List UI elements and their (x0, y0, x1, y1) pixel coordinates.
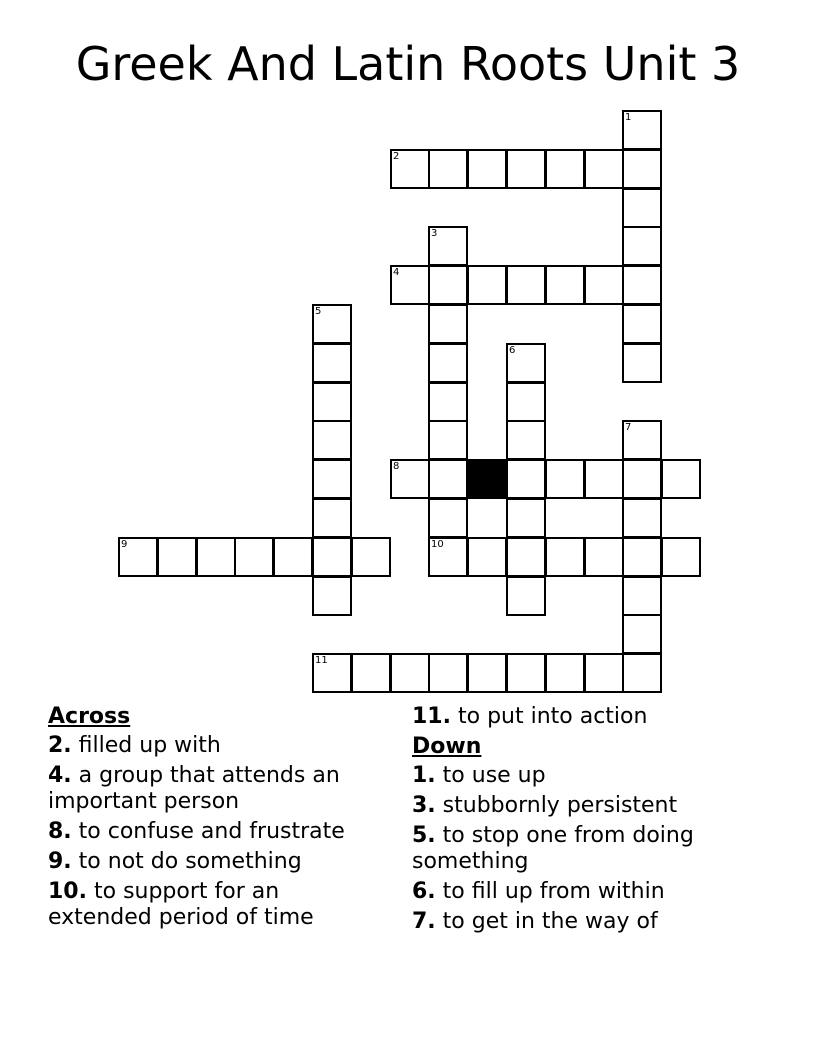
cell-number: 4 (393, 267, 400, 278)
grid-cell[interactable] (622, 459, 662, 499)
grid-cell[interactable] (312, 382, 352, 422)
grid-cell[interactable] (428, 537, 468, 577)
grid-cell[interactable] (467, 537, 507, 577)
grid-cell[interactable] (467, 653, 507, 693)
grid-cell[interactable] (545, 149, 585, 189)
clue-across-4 (48, 763, 388, 815)
clue-text: to confuse and frustrate (78, 819, 345, 844)
grid-cell[interactable] (428, 265, 468, 305)
grid-cell[interactable] (622, 614, 662, 654)
grid-cell[interactable] (661, 459, 701, 499)
page-title: Greek And Latin Roots Unit 3 (75, 37, 741, 91)
cell-number: 10 (431, 539, 444, 550)
clue-text: to stop one from doing something (412, 823, 694, 874)
grid-cell[interactable] (312, 343, 352, 383)
grid-cell[interactable] (312, 498, 352, 538)
clue-text: a group that attends an important person (48, 763, 340, 814)
clue-across-10 (48, 879, 388, 931)
cell-number: 1 (625, 112, 632, 123)
grid-cell[interactable] (506, 149, 546, 189)
clue-down-5 (412, 823, 742, 875)
clue-text: to put into action (457, 704, 648, 729)
grid-cell[interactable] (312, 537, 352, 577)
cell-number: 11 (315, 655, 328, 666)
grid-cell[interactable] (622, 110, 662, 150)
grid-cell[interactable] (622, 537, 662, 577)
grid-cell[interactable] (351, 537, 391, 577)
grid-cell[interactable] (428, 382, 468, 422)
clue-across-11 (412, 704, 742, 730)
grid-cell[interactable] (351, 653, 391, 693)
grid-cell[interactable] (428, 226, 468, 266)
clue-text: filled up with (78, 733, 221, 758)
grid-cell[interactable] (506, 343, 546, 383)
grid-cell[interactable] (506, 653, 546, 693)
down-heading: Down (412, 734, 482, 759)
grid-cell[interactable] (506, 576, 546, 616)
clue-number: 2. (48, 733, 72, 758)
grid-cell[interactable] (545, 459, 585, 499)
grid-cell[interactable] (390, 265, 430, 305)
clue-text: to not do something (78, 849, 302, 874)
cell-number: 9 (121, 539, 128, 550)
clue-number: 10. (48, 879, 87, 904)
clue-number: 11. (412, 704, 451, 729)
grid-cell[interactable] (428, 420, 468, 460)
grid-cell[interactable] (622, 343, 662, 383)
clue-number: 4. (48, 763, 72, 788)
clue-text: to fill up from within (442, 879, 665, 904)
grid-cell[interactable] (506, 537, 546, 577)
cell-number: 6 (509, 345, 516, 356)
clue-text: stubbornly persistent (442, 793, 678, 818)
grid-cell[interactable] (390, 653, 430, 693)
grid-cell[interactable] (622, 188, 662, 228)
cell-number: 3 (431, 228, 438, 239)
cell-number: 5 (315, 306, 322, 317)
grid-cell[interactable] (622, 420, 662, 460)
grid-cell[interactable] (584, 459, 624, 499)
grid-cell[interactable] (428, 459, 468, 499)
grid-cell[interactable] (428, 304, 468, 344)
grid-cell[interactable] (390, 459, 430, 499)
grid-cell[interactable] (312, 653, 352, 693)
grid-cell[interactable] (506, 420, 546, 460)
clue-across-2 (48, 733, 388, 759)
grid-cell[interactable] (428, 653, 468, 693)
grid-cell[interactable] (506, 498, 546, 538)
grid-cell[interactable] (234, 537, 274, 577)
grid-cell[interactable] (390, 149, 430, 189)
grid-cell[interactable] (118, 537, 158, 577)
clue-number: 9. (48, 849, 72, 874)
grid-cell[interactable] (622, 576, 662, 616)
grid-cell[interactable] (467, 149, 507, 189)
grid-cell[interactable] (584, 537, 624, 577)
grid-cell[interactable] (312, 576, 352, 616)
grid-cell[interactable] (506, 459, 546, 499)
grid-cell[interactable] (428, 149, 468, 189)
grid-cell[interactable] (545, 537, 585, 577)
clue-text: to get in the way of (442, 909, 658, 934)
clue-down-1 (412, 763, 742, 789)
grid-cell[interactable] (467, 265, 507, 305)
clue-number: 5. (412, 823, 436, 848)
grid-cell[interactable] (196, 537, 236, 577)
clue-number: 7. (412, 909, 436, 934)
clue-number: 3. (412, 793, 436, 818)
down-clues (412, 704, 742, 939)
grid-cell[interactable] (661, 537, 701, 577)
grid-cell[interactable] (584, 149, 624, 189)
grid-cell[interactable] (622, 304, 662, 344)
clue-across-9 (48, 849, 388, 875)
grid-cell[interactable] (622, 265, 662, 305)
clue-number: 8. (48, 819, 72, 844)
grid-cell[interactable] (312, 304, 352, 344)
grid-cell[interactable] (312, 459, 352, 499)
grid-cell[interactable] (622, 653, 662, 693)
grid-cell[interactable] (584, 653, 624, 693)
across-clues (48, 704, 388, 935)
grid-cell[interactable] (545, 653, 585, 693)
clue-across-8 (48, 819, 388, 845)
grid-cell[interactable] (622, 226, 662, 266)
grid-cell[interactable] (622, 149, 662, 189)
cell-number: 2 (393, 151, 400, 162)
across-heading: Across (48, 704, 131, 729)
clue-text: to support for an extended period of time (48, 879, 314, 930)
clue-down-6 (412, 879, 742, 905)
grid-cell[interactable] (428, 343, 468, 383)
black-cell (467, 459, 507, 499)
grid-cell[interactable] (312, 420, 352, 460)
grid-cell[interactable] (584, 265, 624, 305)
grid-cell[interactable] (506, 265, 546, 305)
grid-cell[interactable] (545, 265, 585, 305)
clue-text: to use up (442, 763, 546, 788)
clue-down-7 (412, 909, 742, 935)
grid-cell[interactable] (157, 537, 197, 577)
grid-cell[interactable] (622, 498, 662, 538)
cell-number: 8 (393, 461, 400, 472)
grid-cell[interactable] (273, 537, 313, 577)
clue-number: 1. (412, 763, 436, 788)
grid-cell[interactable] (428, 498, 468, 538)
cell-number: 7 (625, 422, 632, 433)
clue-down-3 (412, 793, 742, 819)
clue-number: 6. (412, 879, 436, 904)
grid-cell[interactable] (506, 382, 546, 422)
